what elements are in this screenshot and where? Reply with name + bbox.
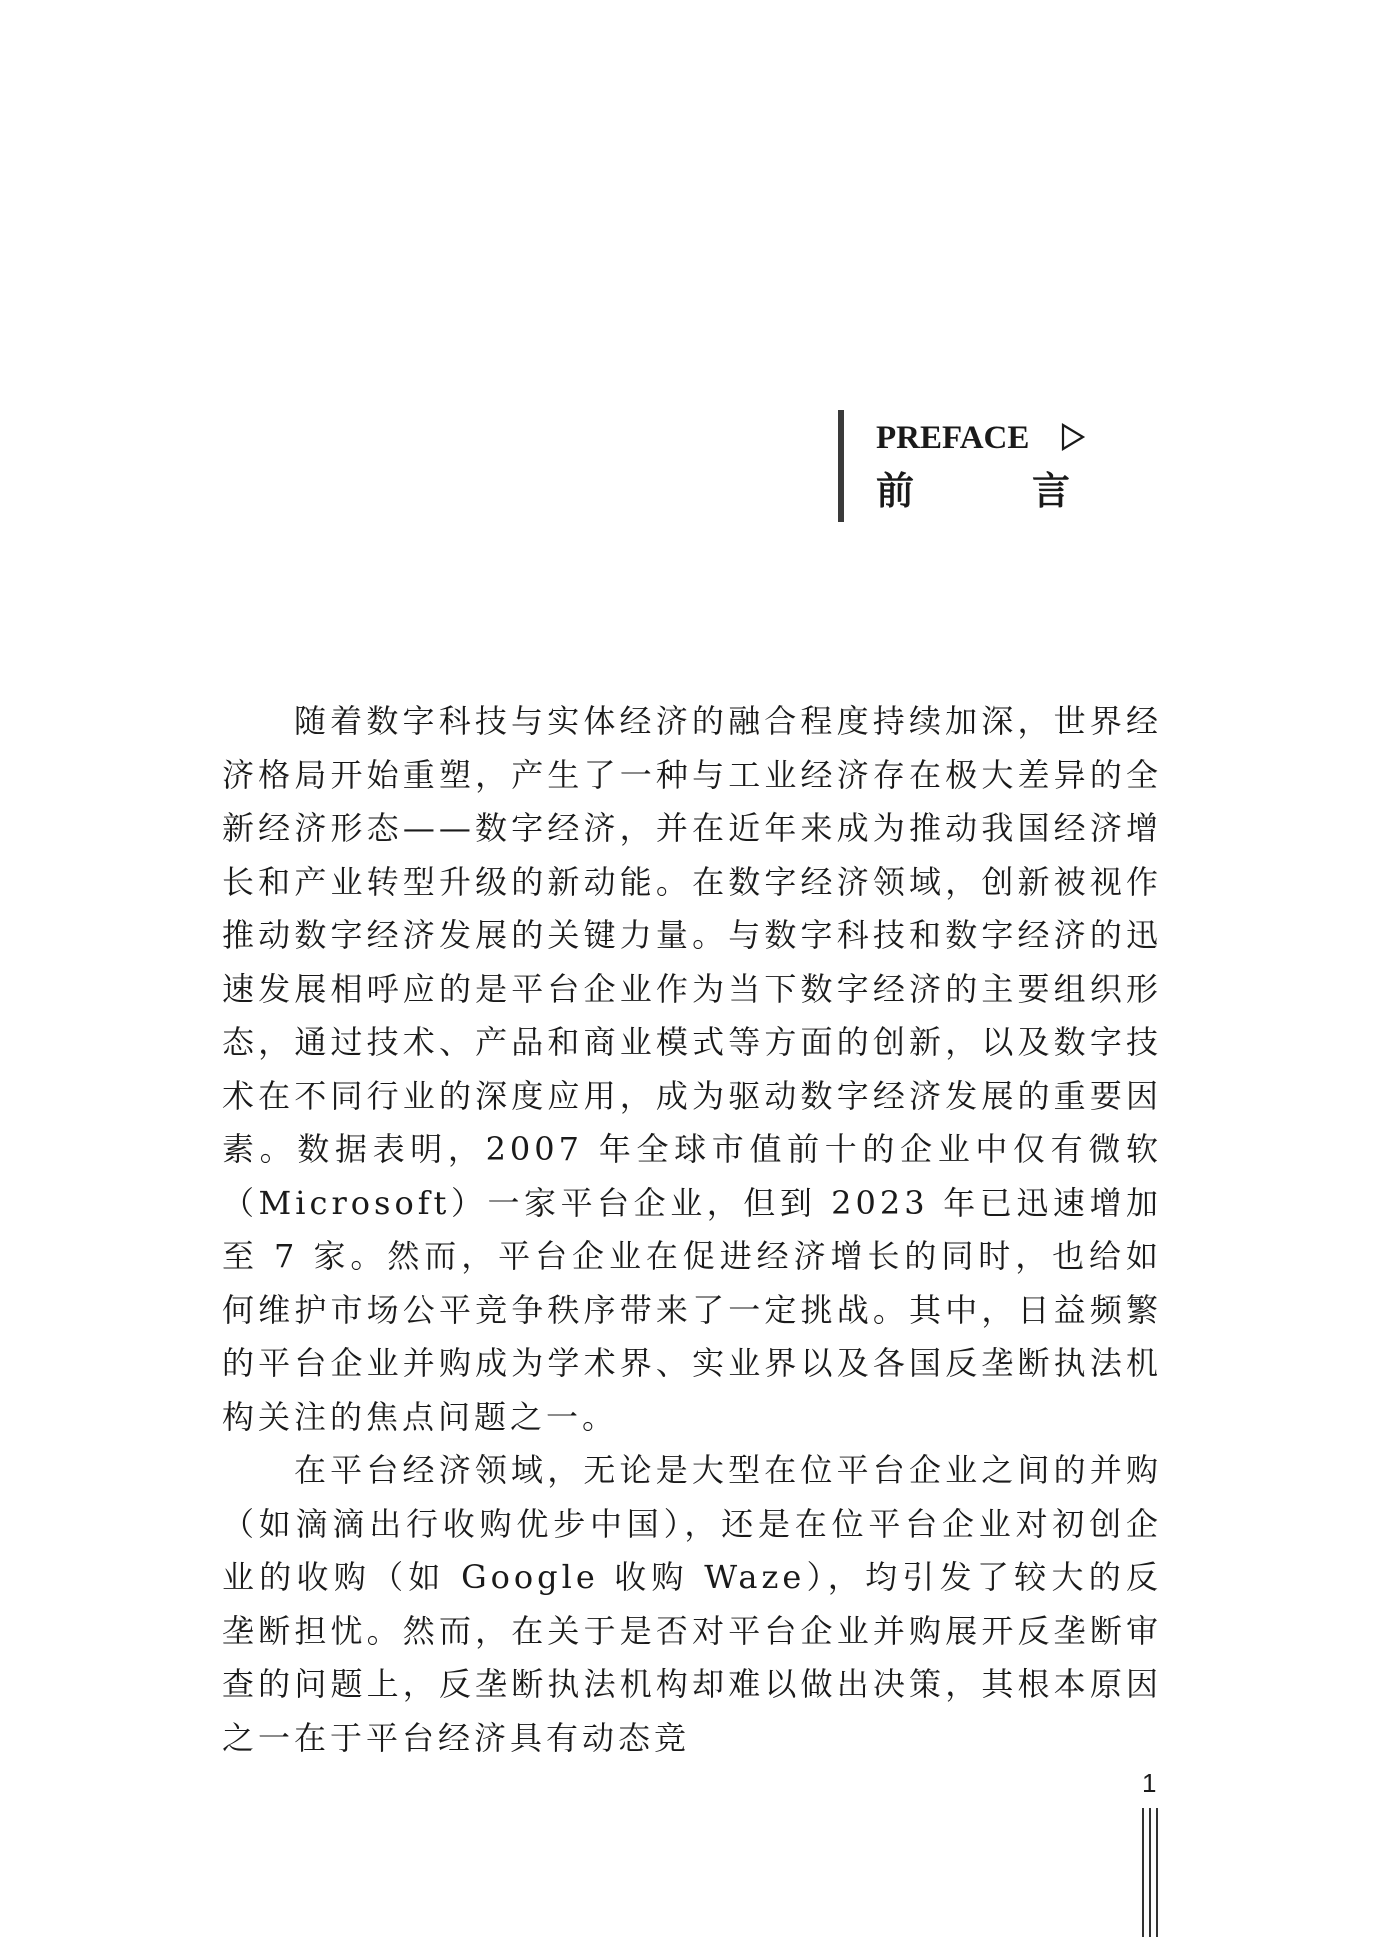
paragraph: 在平台经济领域，无论是大型在位平台企业之间的并购（如滴滴出行收购优步中国），还是在位平台企业对初创企业的收购（如 Google 收购 Waze），均引发了较大的反垄断担忧。然而，在关于是否对平台企业并购展开反垄断审查的问题上，反垄断执法机构却难以做出决策，其根本原因之一在于平台经济具有动态竞 bbox=[222, 1451, 1162, 1757]
preface-body bbox=[222, 695, 1162, 1765]
chinese-title: 前言 bbox=[876, 468, 1189, 513]
heading-accent-bar bbox=[838, 410, 844, 522]
page-number: 1 bbox=[1142, 1768, 1157, 1798]
english-title: PREFACE bbox=[876, 420, 1030, 456]
right-triangle-outline-icon bbox=[1060, 422, 1086, 452]
margin-rule-lines bbox=[1142, 1808, 1158, 1937]
paragraph: 随着数字科技与实体经济的融合程度持续加深，世界经济格局开始重塑，产生了一种与工业经济存在极大差异的全新经济形态——数字经济，并在近年来成为推动我国经济增长和产业转型升级的新动能。在数字经济领域，创新被视作推动数字经济发展的关键力量。与数字科技和数字经济的迅速发展相呼应的是平台企业作为当下数字经济的主要组织形态，通过技术、产品和商业模式等方面的创新，以及数字技术在不同行业的深度应用，成为驱动数字经济发展的重要因素。数据表明，2007 年全球市值前十的企业中仅有微软（Microsoft）一家平台企业，但到 2023 年已迅速增加至 7 家。然而，平台企业在促进经济增长的同时，也给如何维护市场公平竞争秩序带来了一定挑战。其中，日益频繁的平台企业并购成为学术界、实业界以及各国反垄断执法机构关注的焦点问题之一。 bbox=[222, 702, 1162, 1436]
preface-heading bbox=[838, 410, 1189, 522]
